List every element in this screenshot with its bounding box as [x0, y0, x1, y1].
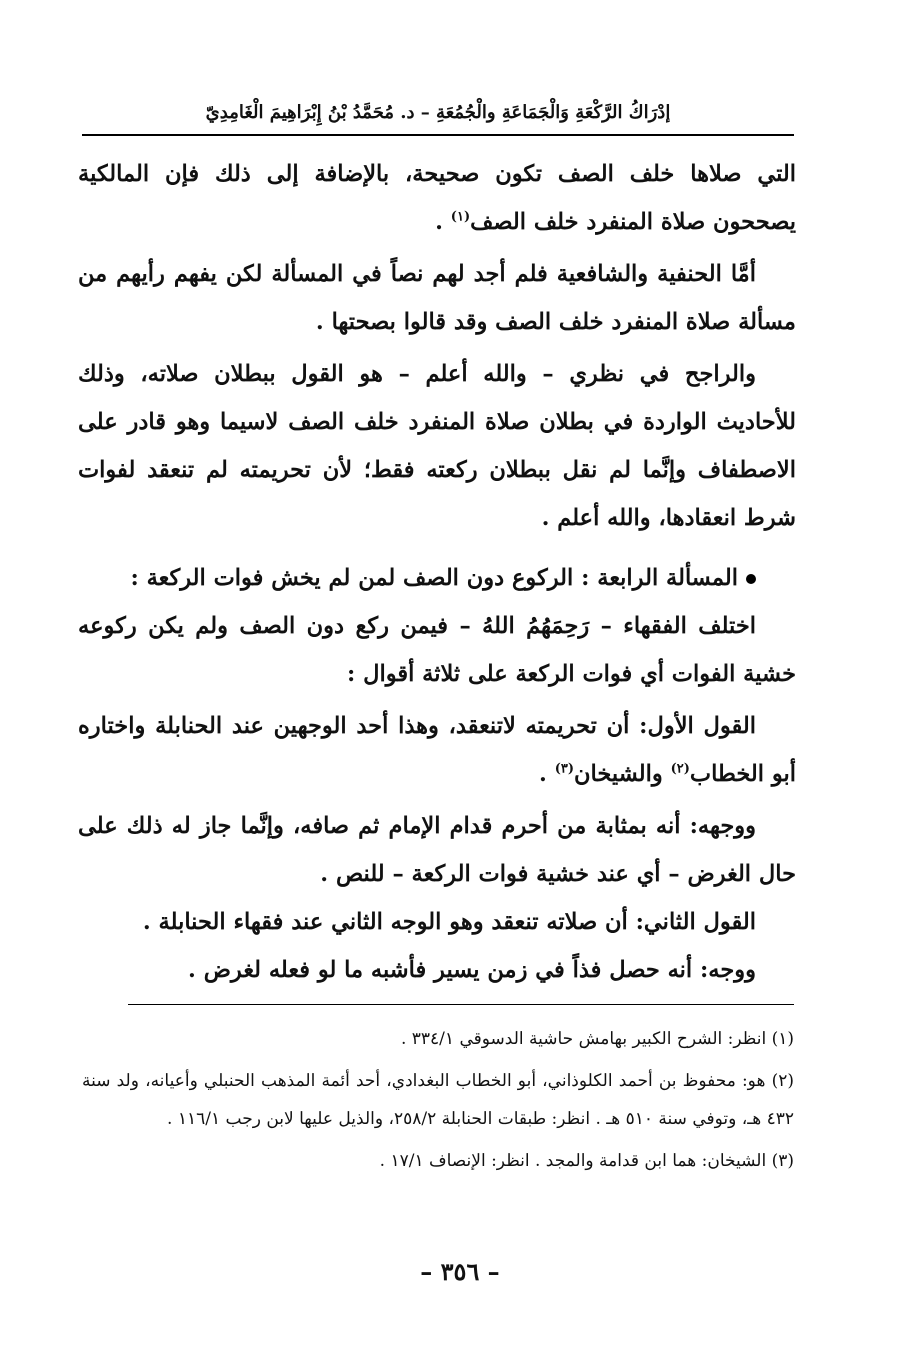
paragraph-3: والراجح في نظري – والله أعلم – هو القول ببطلان صلاته، وذلك للأحاديث الواردة في بطلان صلاة المنفرد خلف الصف لاسيما وهو قادر على الاصطفاف وإنَّما لم نقل ببطلان ركعته فقط؛ لأن تحريمته لم تنعقد لفوات شرط انعقادها، والله أعلم .	[78, 361, 796, 531]
bullet-icon	[746, 574, 756, 584]
footnote-ref-3[interactable]: (٣)	[554, 761, 575, 777]
page-number: – ٣٥٦ –	[420, 1257, 500, 1286]
footnote-2: (٢) هو: محفوظ بن أحمد الكلوذاني، أبو الخطاب البغدادي، أحد أئمة المذهب الحنبلي وأعيانه، ولد سنة ٤٣٢ هـ، وتوفي سنة ٥١٠ هـ . انظر: طبقات الحنابلة ٢٥٨/٢، والذيل عليها لابن رجب ١١٦/١ .	[82, 1071, 794, 1129]
paragraph-8: ووجه: أنه حصل فذاً في زمن يسير فأشبه ما لو فعله لغرض .	[188, 957, 756, 983]
paragraph-1-end: .	[435, 209, 451, 235]
paragraph-5-text: القول الأول: أن تحريمته لاتنعقد، وهذا أحد الوجهين عند الحنابلة واختاره أبو الخطاب	[78, 713, 796, 787]
header-rule	[82, 134, 794, 136]
footnote-1: (١) انظر: الشرح الكبير بهامش حاشية الدسوقي ٣٣٤/١ .	[400, 1029, 794, 1049]
section-heading	[78, 554, 796, 602]
paragraph-1	[78, 150, 796, 246]
paragraph-7: القول الثاني: أن صلاته تنعقد وهو الوجه الثاني عند فقهاء الحنابلة .	[142, 909, 756, 935]
main-text	[78, 150, 796, 994]
paragraph-5-end: .	[539, 761, 555, 787]
section-heading-text: المسألة الرابعة : الركوع دون الصف لمن لم يخش فوات الركعة :	[130, 565, 738, 591]
paragraph-1-line-1: التي صلاها خلف الصف تكون صحيحة، بالإضافة إلى ذلك فإن المالكية	[78, 161, 796, 187]
paragraph-4: اختلف الفقهاء – رَحِمَهُمُ اللهُ – فيمن ركع دون الصف ولم يكن ركوعه خشية الفوات أي فوات الركعة على ثلاثة أقوال :	[78, 613, 796, 687]
running-head: إدْرَاكُ الرَّكْعَةِ وَالْجَمَاعَةِ والْجُمُعَةِ – د. مُحَمَّدُ بْنُ إِبْرَاهِيمَ الْغَامِدِيّ	[205, 102, 671, 123]
paragraph-5-mid: والشيخان	[574, 761, 671, 787]
footnote-ref-2[interactable]: (٢)	[670, 761, 690, 777]
paragraph-1-line-2: يصححون صلاة المنفرد خلف الصف	[470, 209, 796, 235]
paragraph-5	[78, 702, 796, 798]
footnote-ref-1[interactable]: (١)	[450, 209, 471, 225]
footnotes	[82, 1020, 794, 1180]
footnote-3: (٣) الشيخان: هما ابن قدامة والمجد . انظر: الإنصاف ١٧/١ .	[379, 1151, 794, 1171]
paragraph-6: ووجهه: أنه بمثابة من أحرم قدام الإمام ثم صافه، وإنَّما جاز له ذلك على حال الغرض – أي عند خشية فوات الركعة – للنص .	[78, 813, 796, 887]
footnote-rule	[128, 1004, 794, 1005]
paragraph-2: أمَّا الحنفية والشافعية فلم أجد لهم نصاً في المسألة لكن يفهم رأيهم من مسألة صلاة المنفرد خلف الصف وقد قالوا بصحتها .	[78, 261, 796, 335]
